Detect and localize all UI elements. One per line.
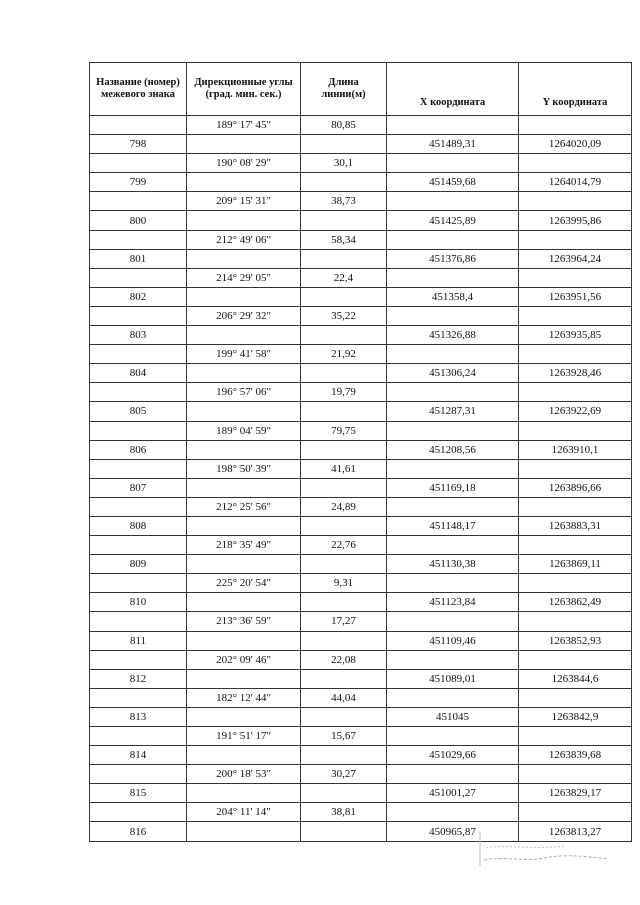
direction-angle-cell: 206° 29' 32" <box>187 306 301 325</box>
y-coordinate-cell: 1263883,31 <box>519 516 632 535</box>
x-coordinate-cell <box>387 421 519 440</box>
line-length-cell: 38,73 <box>301 192 387 211</box>
line-length-cell: 22,08 <box>301 650 387 669</box>
x-coordinate-cell: 451459,68 <box>387 173 519 192</box>
table-header-row <box>90 63 632 116</box>
mark-name-cell <box>90 688 187 707</box>
direction-angle-cell: 212° 49' 06" <box>187 230 301 249</box>
line-length-cell: 15,67 <box>301 727 387 746</box>
table-row <box>90 478 632 497</box>
table-row <box>90 574 632 593</box>
table-row <box>90 287 632 306</box>
direction-angle-cell <box>187 249 301 268</box>
y-coordinate-cell <box>519 574 632 593</box>
x-coordinate-cell: 451376,86 <box>387 249 519 268</box>
line-length-cell <box>301 478 387 497</box>
table-row <box>90 364 632 383</box>
table-row <box>90 707 632 726</box>
mark-name-cell: 802 <box>90 287 187 306</box>
direction-angle-cell <box>187 555 301 574</box>
table-row <box>90 230 632 249</box>
y-coordinate-cell: 1263935,85 <box>519 326 632 345</box>
table-row <box>90 631 632 650</box>
mark-name-cell: 813 <box>90 707 187 726</box>
table-row <box>90 116 632 135</box>
x-coordinate-cell: 451358,4 <box>387 287 519 306</box>
y-coordinate-cell: 1263829,17 <box>519 784 632 803</box>
mark-name-cell: 815 <box>90 784 187 803</box>
direction-angle-cell <box>187 669 301 688</box>
line-length-cell: 58,34 <box>301 230 387 249</box>
x-coordinate-cell <box>387 765 519 784</box>
table-row <box>90 135 632 154</box>
line-length-cell <box>301 555 387 574</box>
x-coordinate-cell <box>387 727 519 746</box>
direction-angle-cell: 213° 36' 59" <box>187 612 301 631</box>
x-coordinate-cell: 451123,84 <box>387 593 519 612</box>
table-row <box>90 402 632 421</box>
mark-name-cell: 804 <box>90 364 187 383</box>
table-row <box>90 784 632 803</box>
x-coordinate-cell <box>387 268 519 287</box>
line-length-cell <box>301 135 387 154</box>
table-row <box>90 727 632 746</box>
y-coordinate-cell: 1263910,1 <box>519 440 632 459</box>
line-length-cell: 38,81 <box>301 803 387 822</box>
line-length-cell: 41,61 <box>301 459 387 478</box>
table-row <box>90 688 632 707</box>
direction-angle-cell: 225° 20' 54" <box>187 574 301 593</box>
line-length-cell <box>301 822 387 841</box>
y-coordinate-cell <box>519 383 632 402</box>
y-coordinate-cell: 1263869,11 <box>519 555 632 574</box>
mark-name-cell: 806 <box>90 440 187 459</box>
direction-angle-cell <box>187 707 301 726</box>
table-row <box>90 593 632 612</box>
signature-stamp <box>474 826 614 870</box>
line-length-cell: 35,22 <box>301 306 387 325</box>
table-row <box>90 383 632 402</box>
y-coordinate-cell <box>519 497 632 516</box>
mark-name-cell <box>90 459 187 478</box>
y-coordinate-cell <box>519 765 632 784</box>
direction-angle-cell: 198° 50' 39" <box>187 459 301 478</box>
x-coordinate-cell <box>387 154 519 173</box>
direction-angle-cell: 191° 51' 17" <box>187 727 301 746</box>
x-coordinate-cell <box>387 497 519 516</box>
y-coordinate-cell <box>519 688 632 707</box>
y-coordinate-cell <box>519 116 632 135</box>
direction-angle-cell <box>187 364 301 383</box>
line-length-cell: 22,4 <box>301 268 387 287</box>
x-coordinate-cell: 451089,01 <box>387 669 519 688</box>
line-length-cell: 44,04 <box>301 688 387 707</box>
table-row <box>90 746 632 765</box>
direction-angle-cell: 199° 41' 58" <box>187 345 301 364</box>
line-length-cell <box>301 707 387 726</box>
mark-name-cell <box>90 421 187 440</box>
table-row <box>90 421 632 440</box>
header-line-length: Длина линии(м) <box>301 63 387 116</box>
mark-name-cell: 807 <box>90 478 187 497</box>
line-length-cell: 80,85 <box>301 116 387 135</box>
header-mark-name: Название (номер) межевого знака <box>90 63 187 116</box>
table-row <box>90 173 632 192</box>
y-coordinate-cell <box>519 345 632 364</box>
line-length-cell: 9,31 <box>301 574 387 593</box>
mark-name-cell: 803 <box>90 326 187 345</box>
direction-angle-cell <box>187 326 301 345</box>
x-coordinate-cell <box>387 345 519 364</box>
mark-name-cell <box>90 803 187 822</box>
x-coordinate-cell <box>387 230 519 249</box>
mark-name-cell <box>90 612 187 631</box>
direction-angle-cell: 200° 18' 53" <box>187 765 301 784</box>
direction-angle-cell: 189° 17' 45" <box>187 116 301 135</box>
direction-angle-cell: 190° 08' 29" <box>187 154 301 173</box>
line-length-cell: 22,76 <box>301 536 387 555</box>
y-coordinate-cell: 1263844,6 <box>519 669 632 688</box>
y-coordinate-cell: 1263995,86 <box>519 211 632 230</box>
x-coordinate-cell: 451208,56 <box>387 440 519 459</box>
line-length-cell <box>301 669 387 688</box>
x-coordinate-cell: 451109,46 <box>387 631 519 650</box>
table-row <box>90 345 632 364</box>
mark-name-cell: 812 <box>90 669 187 688</box>
x-coordinate-cell: 451169,18 <box>387 478 519 497</box>
line-length-cell: 30,27 <box>301 765 387 784</box>
line-length-cell: 24,89 <box>301 497 387 516</box>
x-coordinate-cell <box>387 536 519 555</box>
mark-name-cell: 810 <box>90 593 187 612</box>
x-coordinate-cell <box>387 306 519 325</box>
x-coordinate-cell <box>387 574 519 593</box>
y-coordinate-cell: 1264014,79 <box>519 173 632 192</box>
header-x-coordinate: X координата <box>387 63 519 116</box>
line-length-cell: 17,27 <box>301 612 387 631</box>
x-coordinate-cell <box>387 383 519 402</box>
x-coordinate-cell <box>387 650 519 669</box>
x-coordinate-cell: 451130,38 <box>387 555 519 574</box>
y-coordinate-cell <box>519 459 632 478</box>
mark-name-cell <box>90 383 187 402</box>
direction-angle-cell <box>187 173 301 192</box>
x-coordinate-cell: 451489,31 <box>387 135 519 154</box>
y-coordinate-cell: 1263928,46 <box>519 364 632 383</box>
table-row <box>90 192 632 211</box>
x-coordinate-cell <box>387 612 519 631</box>
direction-angle-cell <box>187 746 301 765</box>
table-row <box>90 497 632 516</box>
mark-name-cell: 809 <box>90 555 187 574</box>
line-length-cell <box>301 440 387 459</box>
table-row <box>90 306 632 325</box>
y-coordinate-cell: 1263896,66 <box>519 478 632 497</box>
direction-angle-cell: 212° 25' 56" <box>187 497 301 516</box>
table-row <box>90 669 632 688</box>
table-row <box>90 765 632 784</box>
x-coordinate-cell: 451287,31 <box>387 402 519 421</box>
x-coordinate-cell: 450965,87 <box>387 822 519 841</box>
direction-angle-cell <box>187 593 301 612</box>
direction-angle-cell <box>187 631 301 650</box>
direction-angle-cell <box>187 784 301 803</box>
mark-name-cell <box>90 765 187 784</box>
mark-name-cell: 798 <box>90 135 187 154</box>
header-direction-angle: Дирекционные углы (град. мин. сек.) <box>187 63 301 116</box>
line-length-cell: 19,79 <box>301 383 387 402</box>
table-row <box>90 211 632 230</box>
mark-name-cell: 799 <box>90 173 187 192</box>
direction-angle-cell <box>187 287 301 306</box>
mark-name-cell <box>90 230 187 249</box>
y-coordinate-cell <box>519 230 632 249</box>
table-row <box>90 249 632 268</box>
x-coordinate-cell: 451045 <box>387 707 519 726</box>
y-coordinate-cell <box>519 536 632 555</box>
mark-name-cell <box>90 727 187 746</box>
line-length-cell <box>301 516 387 535</box>
line-length-cell <box>301 173 387 192</box>
table-row <box>90 516 632 535</box>
line-length-cell <box>301 784 387 803</box>
y-coordinate-cell <box>519 192 632 211</box>
y-coordinate-cell <box>519 154 632 173</box>
table-row <box>90 612 632 631</box>
y-coordinate-cell <box>519 727 632 746</box>
direction-angle-cell: 204° 11' 14" <box>187 803 301 822</box>
line-length-cell <box>301 249 387 268</box>
table-row <box>90 268 632 287</box>
x-coordinate-cell: 451029,66 <box>387 746 519 765</box>
y-coordinate-cell <box>519 306 632 325</box>
y-coordinate-cell: 1263951,56 <box>519 287 632 306</box>
y-coordinate-cell: 1263842,9 <box>519 707 632 726</box>
y-coordinate-cell <box>519 650 632 669</box>
x-coordinate-cell <box>387 116 519 135</box>
direction-angle-cell: 189° 04' 59" <box>187 421 301 440</box>
direction-angle-cell <box>187 440 301 459</box>
line-length-cell <box>301 326 387 345</box>
direction-angle-cell: 182° 12' 44" <box>187 688 301 707</box>
line-length-cell: 21,92 <box>301 345 387 364</box>
x-coordinate-cell: 451306,24 <box>387 364 519 383</box>
direction-angle-cell <box>187 822 301 841</box>
line-length-cell <box>301 746 387 765</box>
direction-angle-cell: 196° 57' 06" <box>187 383 301 402</box>
direction-angle-cell <box>187 478 301 497</box>
x-coordinate-cell <box>387 459 519 478</box>
y-coordinate-cell: 1263852,93 <box>519 631 632 650</box>
y-coordinate-cell: 1263839,68 <box>519 746 632 765</box>
table-row <box>90 326 632 345</box>
x-coordinate-cell: 451001,27 <box>387 784 519 803</box>
mark-name-cell: 811 <box>90 631 187 650</box>
mark-name-cell <box>90 306 187 325</box>
direction-angle-cell: 218° 35' 49" <box>187 536 301 555</box>
line-length-cell <box>301 364 387 383</box>
table-body <box>90 116 632 842</box>
mark-name-cell <box>90 268 187 287</box>
y-coordinate-cell <box>519 268 632 287</box>
mark-name-cell: 814 <box>90 746 187 765</box>
mark-name-cell: 816 <box>90 822 187 841</box>
mark-name-cell <box>90 536 187 555</box>
mark-name-cell <box>90 116 187 135</box>
direction-angle-cell: 202° 09' 46" <box>187 650 301 669</box>
line-length-cell: 30,1 <box>301 154 387 173</box>
x-coordinate-cell: 451326,88 <box>387 326 519 345</box>
y-coordinate-cell: 1263922,69 <box>519 402 632 421</box>
mark-name-cell <box>90 650 187 669</box>
x-coordinate-cell <box>387 688 519 707</box>
y-coordinate-cell: 1263813,27 <box>519 822 632 841</box>
direction-angle-cell <box>187 516 301 535</box>
line-length-cell <box>301 211 387 230</box>
y-coordinate-cell <box>519 803 632 822</box>
table-row <box>90 459 632 478</box>
table-row <box>90 555 632 574</box>
table-row <box>90 650 632 669</box>
direction-angle-cell <box>187 211 301 230</box>
mark-name-cell: 801 <box>90 249 187 268</box>
line-length-cell <box>301 593 387 612</box>
y-coordinate-cell <box>519 612 632 631</box>
mark-name-cell <box>90 497 187 516</box>
x-coordinate-cell <box>387 803 519 822</box>
y-coordinate-cell <box>519 421 632 440</box>
line-length-cell <box>301 631 387 650</box>
x-coordinate-cell <box>387 192 519 211</box>
y-coordinate-cell: 1263964,24 <box>519 249 632 268</box>
direction-angle-cell <box>187 402 301 421</box>
x-coordinate-cell: 451148,17 <box>387 516 519 535</box>
mark-name-cell: 808 <box>90 516 187 535</box>
mark-name-cell <box>90 345 187 364</box>
direction-angle-cell: 214° 29' 05" <box>187 268 301 287</box>
mark-name-cell <box>90 154 187 173</box>
boundary-marks-table <box>89 62 632 842</box>
mark-name-cell <box>90 574 187 593</box>
direction-angle-cell <box>187 135 301 154</box>
mark-name-cell <box>90 192 187 211</box>
table-row <box>90 803 632 822</box>
header-y-coordinate: Y координата <box>519 63 632 116</box>
line-length-cell <box>301 287 387 306</box>
direction-angle-cell: 209° 15' 31" <box>187 192 301 211</box>
y-coordinate-cell: 1263862,49 <box>519 593 632 612</box>
mark-name-cell: 805 <box>90 402 187 421</box>
table-row <box>90 536 632 555</box>
table-row <box>90 154 632 173</box>
x-coordinate-cell: 451425,89 <box>387 211 519 230</box>
y-coordinate-cell: 1264020,09 <box>519 135 632 154</box>
table-row <box>90 440 632 459</box>
line-length-cell: 79,75 <box>301 421 387 440</box>
mark-name-cell: 800 <box>90 211 187 230</box>
line-length-cell <box>301 402 387 421</box>
